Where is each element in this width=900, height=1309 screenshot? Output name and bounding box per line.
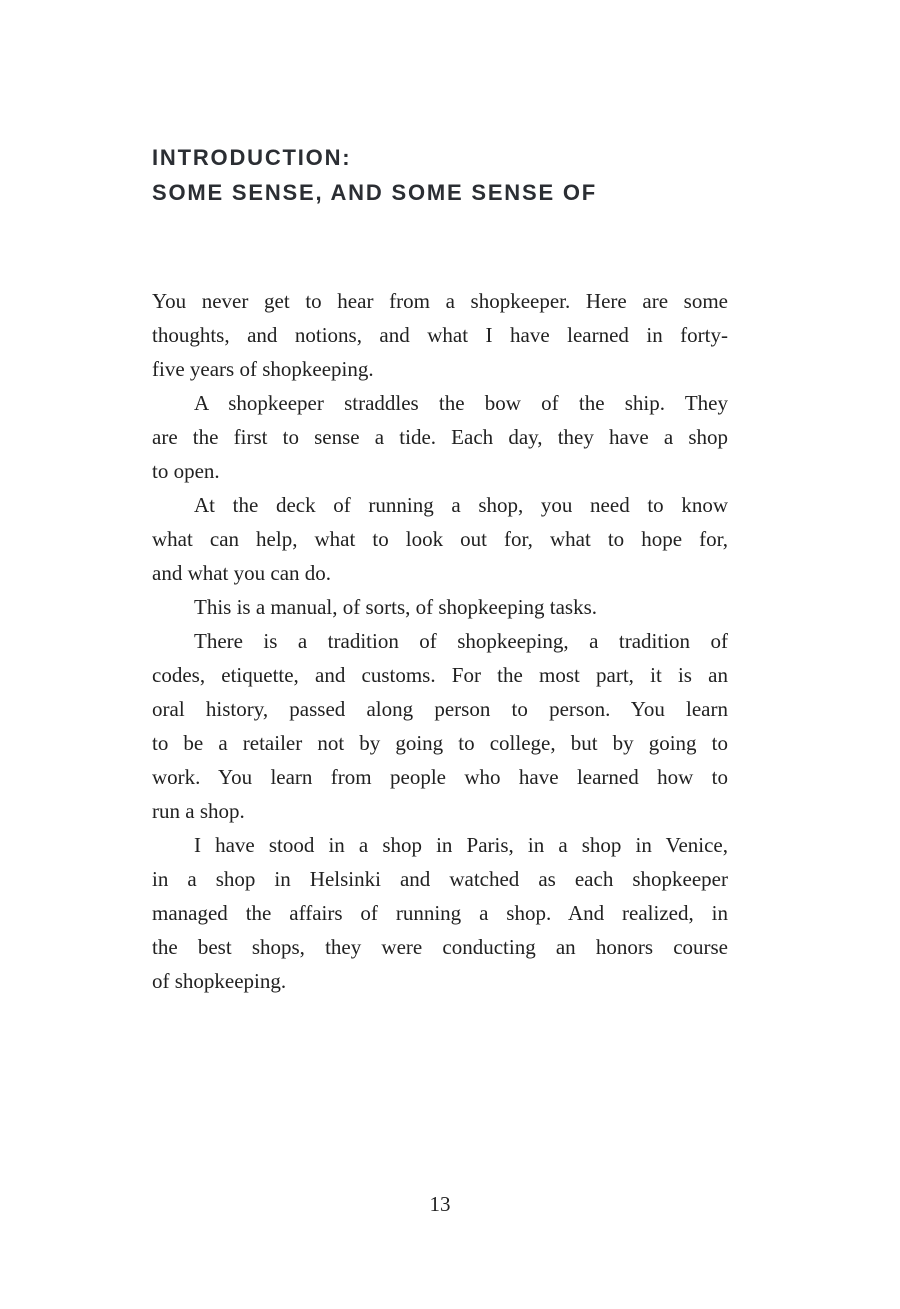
body-line: I have stood in a shop in Paris, in a shop in Venice,	[194, 833, 728, 857]
body-line: You never get to hear from a shopkeeper. Here are some	[152, 289, 728, 313]
paragraph	[152, 828, 728, 998]
chapter-heading	[152, 140, 728, 210]
body-line: five years of shopkeeping.	[152, 357, 374, 381]
body-line: the best shops, they were conducting an honors course	[152, 935, 728, 959]
paragraph	[152, 284, 728, 386]
body-line: work. You learn from people who have learned how to	[152, 765, 728, 789]
paragraph	[152, 386, 728, 488]
body-line: This is a manual, of sorts, of shopkeeping tasks.	[194, 595, 598, 619]
body-line: are the first to sense a tide. Each day, they have a shop	[152, 425, 728, 449]
paragraph	[152, 488, 728, 590]
body-line: managed the affairs of running a shop. And realized, in	[152, 901, 728, 925]
body-line: and what you can do.	[152, 561, 332, 585]
body-line: At the deck of running a shop, you need to know	[194, 493, 728, 517]
chapter-heading-line-1: INTRODUCTION:	[152, 145, 352, 170]
body-line: to open.	[152, 459, 220, 483]
body-text	[152, 284, 728, 998]
body-line: of shopkeeping.	[152, 969, 287, 993]
body-line: oral history, passed along person to person. You learn	[152, 697, 728, 721]
body-line: to be a retailer not by going to college, but by going to	[152, 731, 728, 755]
page-number: 13	[429, 1192, 451, 1216]
body-line: codes, etiquette, and customs. For the most part, it is an	[152, 663, 728, 687]
chapter-heading-line-2: SOME SENSE, AND SOME SENSE OF	[152, 180, 598, 205]
paragraph	[152, 590, 728, 624]
body-line: A shopkeeper straddles the bow of the ship. They	[194, 391, 728, 415]
body-line: There is a tradition of shopkeeping, a tradition of	[194, 629, 728, 653]
body-line: thoughts, and notions, and what I have learned in forty-	[152, 323, 728, 347]
body-line: run a shop.	[152, 799, 245, 823]
paragraph	[152, 624, 728, 828]
body-line: in a shop in Helsinki and watched as each shopkeeper	[152, 867, 728, 891]
body-line: what can help, what to look out for, what to hope for,	[152, 527, 728, 551]
